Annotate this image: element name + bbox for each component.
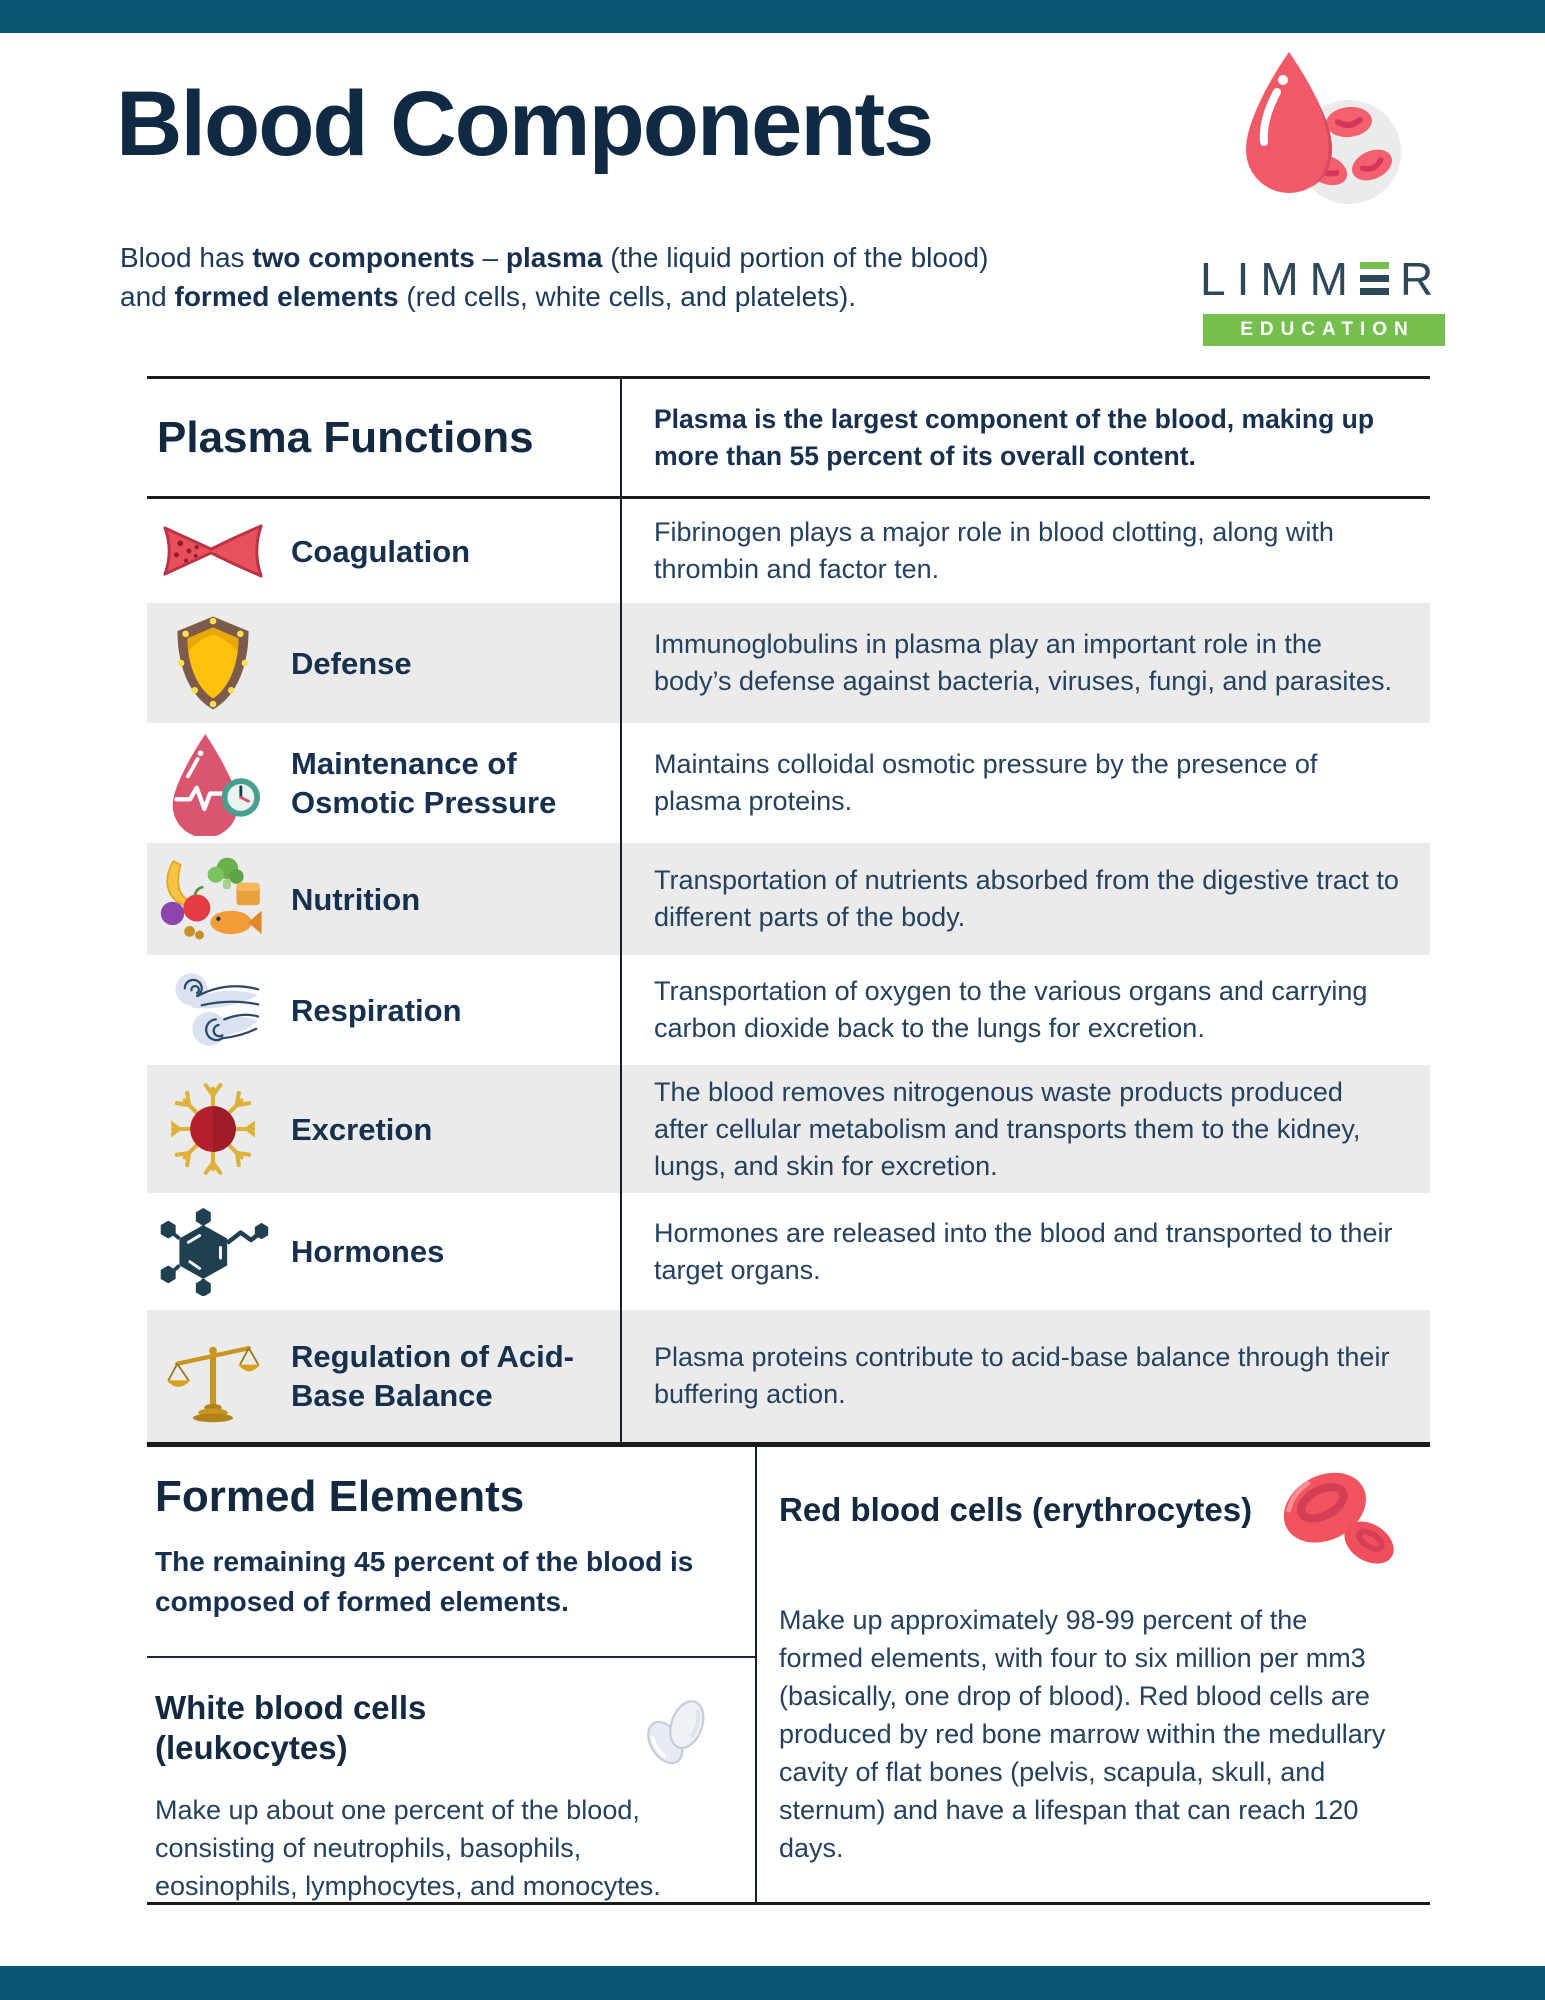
nutrition-foods-icon xyxy=(157,852,269,946)
row-description: Transportation of oxygen to the various organs and carrying carbon dioxide back to the lungs for excretion. xyxy=(654,976,1368,1043)
plasma-header-row xyxy=(147,379,1430,499)
plasma-summary: Plasma is the largest component of the blood, making up more than 55 percent of its overall content. xyxy=(654,403,1375,471)
wind-icon xyxy=(157,965,269,1055)
intro-segment: (red cells, white cells, and platelets). xyxy=(398,281,857,312)
row-label: Hormones xyxy=(291,1234,445,1269)
white-cells-body: Make up about one percent of the blood, consisting of neutrophils, basophils, eosinophils, lymphocytes, and monocytes. xyxy=(155,1795,661,1901)
blood-drop-icon xyxy=(1228,48,1404,229)
row-description: Plasma proteins contribute to acid-base balance through their buffering action. xyxy=(654,1342,1390,1409)
red-blood-cell-icon xyxy=(1266,1456,1404,1579)
balance-scale-icon xyxy=(157,1326,269,1426)
table-row-nutrition xyxy=(147,843,1430,955)
intro-segment: Blood has xyxy=(120,242,253,273)
row-description: Immunoglobulins in plasma play an important role in the body’s defense against bacteria, viruses, fungi, and parasites. xyxy=(654,629,1392,696)
table-row-excretion xyxy=(147,1065,1430,1193)
shield-icon xyxy=(157,611,269,715)
osmotic-drop-icon xyxy=(157,730,269,836)
row-description: Transportation of nutrients absorbed from the digestive tract to different parts of the body. xyxy=(654,865,1399,932)
intro-segment: – xyxy=(474,242,506,273)
intro-text xyxy=(120,238,1000,316)
brand-letter-e xyxy=(1360,262,1389,295)
table-row-respiration xyxy=(147,955,1430,1065)
blood-vessel-icon xyxy=(157,522,269,580)
row-description: Maintains colloidal osmotic pressure by the presence of plasma proteins. xyxy=(654,749,1318,816)
row-label: Regulation of Acid-Base Balance xyxy=(291,1339,574,1413)
row-label: Coagulation xyxy=(291,533,471,569)
brand-text: LIMM xyxy=(1200,253,1359,305)
row-description: The blood removes nitrogenous waste products produced after cellular metabolism and transports them to the kidney, lungs, and skin for excretion. xyxy=(654,1076,1361,1181)
formed-elements-section xyxy=(147,1446,1430,1905)
row-label: Respiration xyxy=(291,992,462,1028)
top-accent-bar xyxy=(0,0,1545,33)
table-row-defense xyxy=(147,603,1430,723)
table-row-osmotic-pressure xyxy=(147,723,1430,843)
formed-summary: The remaining 45 percent of the blood is composed of formed elements. xyxy=(155,1546,694,1617)
education-banner: EDUCATION xyxy=(1203,314,1445,346)
table-row-acid-base xyxy=(147,1310,1430,1442)
plasma-heading: Plasma Functions xyxy=(157,412,534,462)
intro-segment-bold: plasma xyxy=(505,242,603,273)
footer-accent-bar xyxy=(0,1966,1545,2000)
intro-segment-bold: two components xyxy=(252,242,475,273)
page-title: Blood Components xyxy=(116,73,933,175)
section-divider xyxy=(147,1656,755,1658)
white-blood-cell-icon xyxy=(641,1688,711,1777)
intro-segment: (the liquid portion of the blood) and xyxy=(120,242,989,312)
row-label: Excretion xyxy=(291,1111,433,1147)
plasma-functions-table xyxy=(147,376,1430,1447)
brand-text: R xyxy=(1400,253,1445,305)
molecule-icon xyxy=(157,1208,269,1296)
table-row-coagulation xyxy=(147,499,1430,603)
excretion-cell-icon xyxy=(157,1081,269,1177)
intro-segment-bold: formed elements xyxy=(174,281,399,312)
row-label: Nutrition xyxy=(291,881,421,917)
red-cells-body: Make up approximately 98-99 percent of the formed elements, with four to six million per mm3 (basically, one drop of blood). Red blood cells are produced by red bone marrow within the medullary cavity of flat bones (pelvis, scapula, skull, and sternum) and have a lifespan that can reach 120 days. xyxy=(779,1605,1386,1863)
formed-heading: Formed Elements xyxy=(155,1472,525,1521)
brand-wordmark xyxy=(1200,252,1450,306)
row-label: Defense xyxy=(291,645,412,681)
row-label: Maintenance of Osmotic Pressure xyxy=(291,746,557,820)
table-row-hormones xyxy=(147,1193,1430,1310)
row-description: Fibrinogen plays a major role in blood clotting, along with thrombin and factor ten. xyxy=(654,517,1334,584)
row-description: Hormones are released into the blood and transported to their target organs. xyxy=(654,1217,1393,1285)
white-cells-heading: White blood cells (leukocytes) xyxy=(155,1689,427,1766)
red-cells-heading: Red blood cells (erythrocytes) xyxy=(779,1491,1253,1528)
